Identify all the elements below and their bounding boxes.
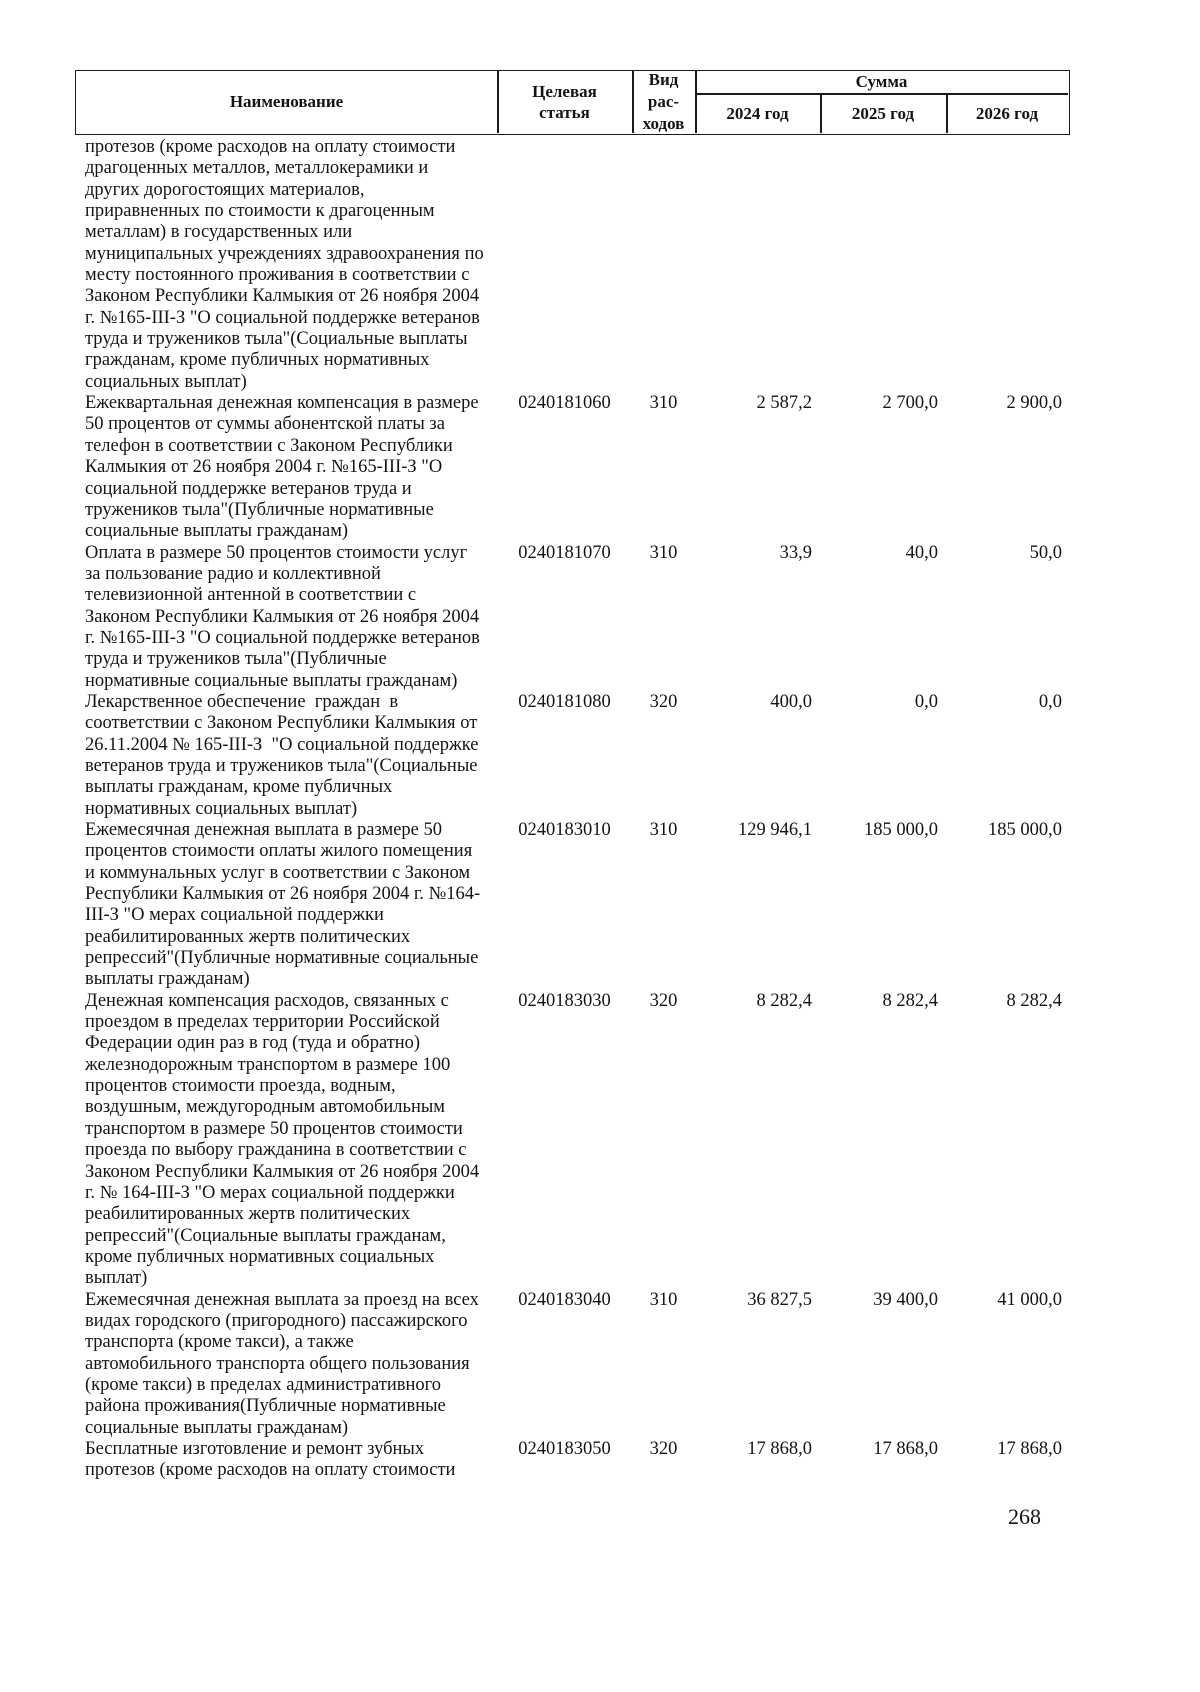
- header-target-article-cell: [497, 71, 632, 133]
- row-name-line: других дорогостоящих материалов,: [85, 179, 365, 200]
- row-name-line: труда и тружеников тыла"(Публичные: [85, 649, 387, 670]
- row-amount-2024: 8 282,4: [756, 990, 812, 1011]
- row-target-article: 0240183040: [518, 1289, 611, 1310]
- row-name-line: реабилитированных жертв политических: [85, 926, 411, 947]
- row-name-line: за пользование радио и коллективной: [85, 563, 381, 584]
- row-name-cell: [75, 543, 497, 692]
- row-name-line: видах городского (пригородного) пассажирского: [85, 1310, 468, 1331]
- table-row: [75, 692, 1070, 820]
- row-target-article: 0240183050: [518, 1438, 611, 1459]
- row-name-line: г. №165-III-З "О социальной поддержке ветеранов: [85, 307, 480, 328]
- row-expense-type: 310: [649, 820, 678, 840]
- row-name-line: социальные выплаты гражданам): [85, 521, 349, 542]
- table-row: [75, 393, 1070, 542]
- row-name-line: Законом Республики Калмыкия от 26 ноября 2004: [85, 286, 480, 307]
- row-name-line: Денежная компенсация расходов, связанных с: [85, 990, 449, 1011]
- row-name-line: выплат): [85, 1268, 148, 1289]
- row-name-line: 26.11.2004 № 165-III-З "О социальной поддержке: [85, 734, 479, 755]
- row-name-line: приравненных по стоимости к драгоценным: [85, 201, 435, 222]
- header-expense-type-line: рас-: [647, 92, 680, 111]
- row-name-line: транспорта (кроме такси), а также: [85, 1332, 354, 1353]
- row-name-line: процентов стоимости оплаты жилого помещения: [85, 841, 473, 862]
- row-name-line: репрессий"(Социальные выплаты гражданам,: [85, 1225, 446, 1246]
- row-amount-2024: 17 868,0: [747, 1438, 812, 1459]
- header-year-2025-cell: [820, 94, 946, 133]
- row-amount-2024: 2 587,2: [756, 393, 812, 414]
- row-amount-2025: 17 868,0: [873, 1438, 938, 1459]
- row-name-line: и коммунальных услуг в соответствии с Законом: [85, 862, 471, 883]
- row-name-line: драгоценных металлов, металлокерамики и: [85, 158, 429, 179]
- row-target-article: 0240183010: [518, 820, 611, 840]
- row-name-line: Ежеквартальная денежная компенсация в размере: [85, 393, 479, 414]
- row-amount-2024: 400,0: [770, 691, 812, 712]
- row-name-cell: [75, 1439, 497, 1482]
- row-amount-2026: 8 282,4: [1006, 990, 1062, 1011]
- table-header: [75, 70, 1070, 135]
- table-row: [75, 543, 1070, 692]
- row-name-line: 50 процентов от суммы абонентской платы за: [85, 414, 445, 435]
- row-name-line: тружеников тыла"(Публичные нормативные: [85, 499, 434, 520]
- row-name-line: Бесплатные изготовление и ремонт зубных: [85, 1438, 425, 1459]
- row-target-article: 0240181060: [518, 393, 611, 414]
- row-amount-2025: 2 700,0: [882, 393, 938, 414]
- row-amount-2026: 2 900,0: [1006, 393, 1062, 414]
- header-expense-type-cell: [632, 71, 695, 133]
- row-name-cell: [75, 991, 497, 1290]
- row-name-line: Федерации один раз в год (туда и обратно): [85, 1033, 421, 1054]
- row-expense-type: 320: [649, 1438, 678, 1459]
- row-expense-type: 310: [649, 1289, 678, 1310]
- header-target-article-line: Целевая: [532, 82, 597, 101]
- header-year-2024-cell: [695, 94, 820, 133]
- row-amount-2024: 33,9: [779, 542, 812, 563]
- row-name-line: муниципальных учреждениях здравоохранения по: [85, 243, 484, 264]
- row-name-line: Законом Республики Калмыкия от 26 ноября 2004: [85, 606, 480, 627]
- row-name-line: репрессий"(Публичные нормативные социальные: [85, 948, 479, 969]
- row-amount-2026: 17 868,0: [997, 1438, 1062, 1459]
- table-row: [75, 1439, 1070, 1482]
- table-row: [75, 137, 1070, 393]
- table-body: [75, 137, 1070, 1482]
- row-name-cell: [75, 692, 497, 820]
- row-name-line: выплаты гражданам, кроме публичных: [85, 777, 393, 798]
- row-name-line: Ежемесячная денежная выплата в размере 50: [85, 820, 443, 840]
- row-name-line: г. №165-III-З "О социальной поддержке ветеранов: [85, 627, 480, 648]
- page-number: 268: [1008, 1504, 1041, 1529]
- row-name-line: Республики Калмыкия от 26 ноября 2004 г. №164-: [85, 884, 481, 905]
- header-name-cell: [76, 71, 497, 133]
- row-amount-2025: 8 282,4: [882, 990, 938, 1011]
- row-name-line: (кроме такси) в пределах административного: [85, 1374, 441, 1395]
- row-name-line: протезов (кроме расходов на оплату стоимости: [85, 1460, 456, 1481]
- row-name-line: ветеранов труда и тружеников тыла"(Социальные: [85, 755, 478, 776]
- header-sum: Сумма: [855, 72, 908, 91]
- row-name-line: Законом Республики Калмыкия от 26 ноября 2004: [85, 1161, 480, 1182]
- row-name-line: Лекарственное обеспечение граждан в: [85, 691, 399, 712]
- row-amount-2026: 0,0: [1038, 691, 1062, 712]
- row-name-line: Ежемесячная денежная выплата за проезд на всех: [85, 1289, 479, 1310]
- row-name-cell: [75, 393, 497, 542]
- row-name-line: кроме публичных нормативных социальных: [85, 1246, 435, 1267]
- row-name-line: социальных выплат): [85, 371, 247, 392]
- row-name-line: выплаты гражданам): [85, 969, 250, 990]
- row-name-line: телевизионной антенной в соответствии с: [85, 585, 417, 606]
- row-name-line: Оплата в размере 50 процентов стоимости услуг: [85, 542, 468, 563]
- header-sum-cell: [695, 71, 1068, 93]
- row-name-line: воздушным, междугородным автомобильным: [85, 1097, 446, 1118]
- header-year-2026: 2026 год: [975, 103, 1039, 123]
- row-target-article: 0240183030: [518, 990, 611, 1011]
- row-name-line: г. № 164-III-З "О мерах социальной поддержки: [85, 1182, 455, 1203]
- row-name-line: транспортом в размере 50 процентов стоимости: [85, 1118, 463, 1139]
- header-year-2024: 2024 год: [726, 103, 789, 123]
- table-row: [75, 991, 1070, 1290]
- row-amount-2025: 39 400,0: [873, 1289, 938, 1310]
- row-amount-2024: 36 827,5: [747, 1289, 812, 1310]
- row-name-line: района проживания(Публичные нормативные: [85, 1396, 446, 1417]
- row-name-line: нормативные социальные выплаты гражданам): [85, 670, 458, 691]
- table-row: [75, 820, 1070, 991]
- row-name-line: проезда по выбору гражданина в соответствии с: [85, 1140, 467, 1161]
- row-name-line: гражданам, кроме публичных нормативных: [85, 350, 430, 371]
- row-name-line: социальной поддержке ветеранов труда и: [85, 478, 412, 499]
- row-name-cell: [75, 137, 497, 393]
- row-target-article: 0240181070: [518, 542, 611, 563]
- row-name-line: Калмыкия от 26 ноября 2004 г. №165-III-З "О: [85, 457, 443, 478]
- row-expense-type: 320: [649, 691, 678, 712]
- row-amount-2026: 41 000,0: [997, 1289, 1062, 1310]
- row-name-cell: [75, 1290, 497, 1439]
- row-name-line: нормативных социальных выплат): [85, 798, 358, 819]
- row-name-line: металлам) в государственных или: [85, 222, 353, 243]
- row-amount-2026: 50,0: [1029, 542, 1062, 563]
- row-name-line: проездом в пределах территории Российской: [85, 1012, 440, 1033]
- row-name-line: автомобильного транспорта общего пользования: [85, 1353, 470, 1374]
- header-target-article-line: статья: [539, 103, 590, 122]
- row-name-line: железнодорожным транспортом в размере 100: [85, 1054, 451, 1075]
- row-amount-2025: 185 000,0: [864, 820, 938, 840]
- header-year-2025: 2025 год: [851, 103, 915, 123]
- row-name-line: протезов (кроме расходов на оплату стоимости: [85, 137, 456, 157]
- row-name-line: труда и тружеников тыла"(Социальные выплаты: [85, 329, 468, 350]
- row-amount-2025: 40,0: [905, 542, 938, 563]
- header-name: Наименование: [229, 92, 344, 111]
- row-expense-type: 320: [649, 990, 678, 1011]
- row-name-line: телефон в соответствии с Законом Республики: [85, 435, 453, 456]
- row-amount-2025: 0,0: [914, 691, 938, 712]
- row-expense-type: 310: [649, 393, 678, 414]
- row-name-line: месту постоянного проживания в соответствии с: [85, 265, 470, 286]
- header-expense-type-line: ходов: [642, 114, 685, 133]
- row-target-article: 0240181080: [518, 691, 611, 712]
- row-amount-2026: 185 000,0: [988, 820, 1062, 840]
- row-name-cell: [75, 820, 497, 991]
- row-amount-2024: 129 946,1: [738, 820, 812, 840]
- header-expense-type-line: Вид: [648, 70, 679, 89]
- row-name-line: реабилитированных жертв политических: [85, 1204, 411, 1225]
- row-name-line: соответствии с Законом Республики Калмыкия от: [85, 713, 478, 734]
- header-year-2026-cell: [946, 94, 1068, 133]
- row-name-line: социальные выплаты гражданам): [85, 1417, 349, 1438]
- row-expense-type: 310: [649, 542, 678, 563]
- table-row: [75, 1290, 1070, 1439]
- row-name-line: процентов стоимости проезда, водным,: [85, 1076, 396, 1097]
- row-name-line: III-З "О мерах социальной поддержки: [85, 905, 384, 926]
